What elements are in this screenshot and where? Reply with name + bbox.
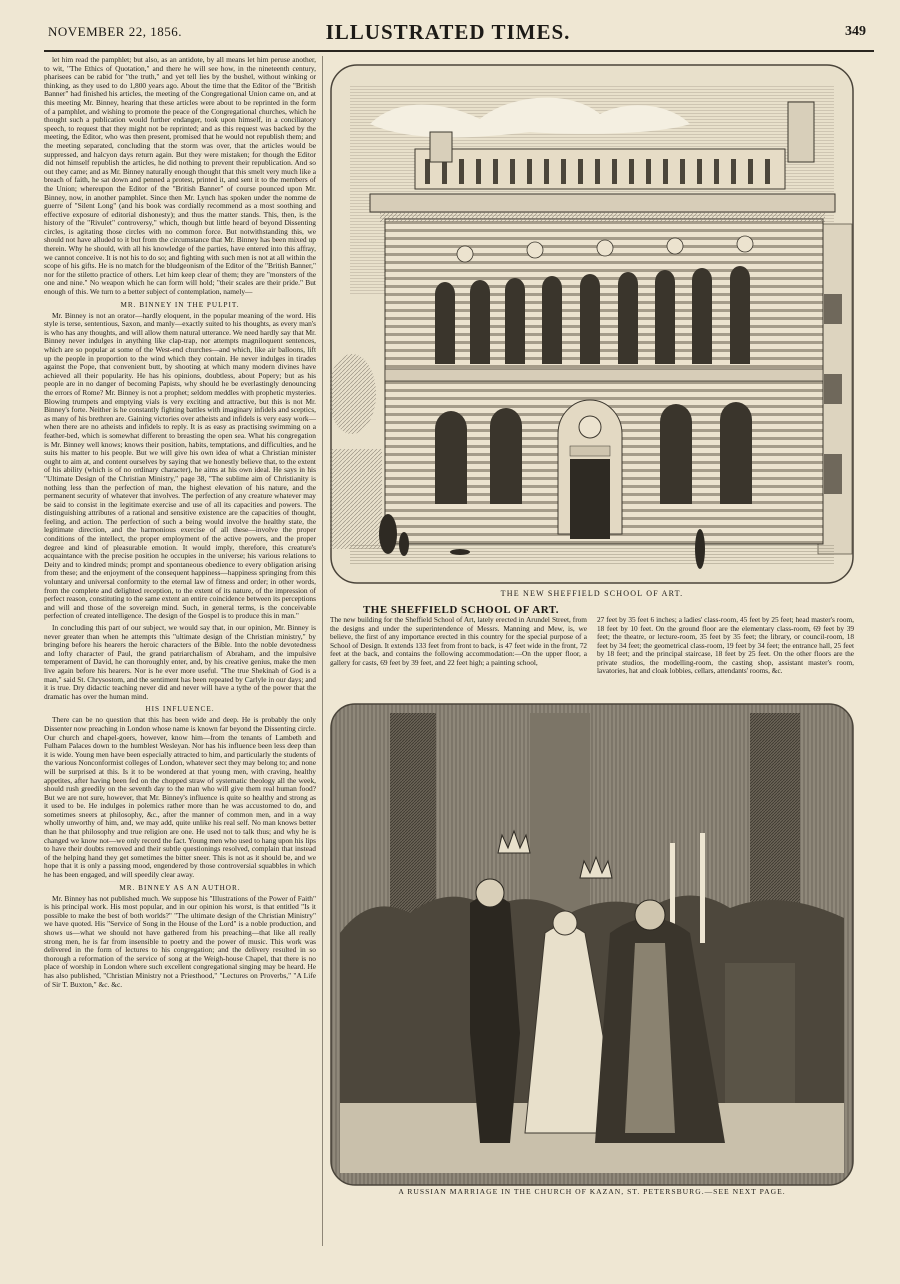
masthead-rule: [44, 50, 874, 52]
newspaper-title: ILLUSTRATED TIMES.: [325, 20, 571, 44]
section-heading-influence: HIS INFLUENCE.: [145, 705, 215, 714]
paragraph: There can be no question that this has been wide and deep. He is probably the only Dissenter now preaching in London whose name is known far beyond the Dissenting circle. Our church and chapel-goers, however, know him—from the tenants of Lambeth and Fulham Palaces down to the humblest Wesleyan. Nor has his influence been less deep than it is wide. Young men have been especially attracted to him, and particularly the students of the various Nonconformist colleges of London, whatever sect they may belong to; and none will be surprised at this. Is it to be wondered at that young men, with craving, healthy appetites, after having been fed on the chopped straw of systematic theology all the week, should rush greedily on the seventh day to the man who will give them real human food? But we are not sure, however, that Mr. Binney's influence is quite so healthy and strong as it used to be. He indulges in polemics rather more than he was accustomed to do, and sometimes sneers at philosophy, &c., after the manner of common men, and in a way wholly unworthy of him, and, we may add, quite unlike his real self. No man knows better than he that philosophy and true religion are one. He used not to talk thus; and why he is changed we know not—we only record the fact. Young men who used to hang upon his lips to have their doubts removed and their subtle questionings resolved, complain that instead of the helping hand they get sometimes the bitter sneer. This is not as it should be, and we hope that it is only a passing mood, engendered by those controversial squabbles in which he has been engaged, and will speedily clear away.: [44, 715, 316, 880]
paragraph: In concluding this part of our subject, we would say that, in our opinion, Mr. Binney is never greater than when he attempts this "ultimate design of the Christian ministry," by bringing before his hearers the heroic characters of the Bible. Into the noble devotedness and lofty character of Paul, the grand patriarchalism of Abraham, and the impulsive temperament of David, he can thoroughly enter, and, by his creative genius, make the men live again before his hearers. Nor is he ever more useful. "The true Shekinah of God is a man," said St. Chrysostom, and the sentiment has been repeated by Carlyle in our days; and it is true. Dry didactic teaching never did and never will have a tythe of the power that the dramatic has over the human mind.: [44, 623, 316, 701]
paragraph: Mr. Binney is not an orator—hardly eloquent, in the popular meaning of the word. His style is terse, sententious, Saxon, and manly—exactly suited to his thoughts, as every man's is who has any thoughts, and will allow them natural utterance. We need hardly say that Mr. Binney never indulges in anything like clap-trap, nor attempts magniloquent sentences, which are so popular at some of the West-end churches—and which, like air balloons, lift up the people in proportion to the wind which they contain. He never indulges in tirades against the Pope, that convenient butt, by shooting at which many modern divines have achieved all their popularity. He has his opinions, doubtless, about Popery; but as his people are in no danger of becoming Papists, why should he be everlastingly denouncing the errors of Rome? Mr. Binney is not a prophet; seldom meddles with prophetic mysteries. Blowing trumpets and emptying vials is very exciting and attractive, but this is not Mr. Binney's forte. Neither is he constantly fighting battles with imaginary infidels and sceptics, as many of his brethren are. Gaining victories over atheists and infidels is very easy work—when there are no atheists and infidels to reply. It is as easy as practising swimming on a feather-bed, which is somewhat different to breasting the open sea. What his congregation is Mr. Binney well knows; knows their position, habits, temptations, and difficulties, and he suits his matter to his people. But we will give his own idea of what a Christian minister ought to aim at, and content ourselves by saying that we honestly believe that, to the extent of his ability (which is of no ordinary character), he aims at his own ideal. He says in his "Ultimate Design of the Christian Ministry," page 38, "The sublime aim of Christianity is nothing less than the perfection of man, the highest elevation of his nature, and the permanent security of whatever that involves. The perfection of any creature whatever may be said to consist in the legitimate exercise and use of all its capacities and powers. The distinguishing attributes of a rational and sensitive existence are the capacities of thought, feeling, and action. The perfection of such a being would involve the healthy state, the legitimate direction, and the harmonious exercise of all these—involve the proper conditions of the intellect, the proper employment of the active powers, and the proper degree and kind of pleasurable emotion. It would imply, therefore, this creature's acquaintance with the precise position he occupies in the universe; his various relations to Deity and to kindred minds; prompt and spontaneous obedience to every obligation arising from these; and the enjoyment of the consequent happiness—happiness springing from this voluntary and universal conformity to the eternal law of fitness and order; in other words, from the complete and delighted reception, to the extent of its nature, of the impression of perfect reason, constituting to the same extent an entire coincidence between its perceptions and will and those of the sovereign mind. Such, in general terms, is the conceivable perfection of created intelligence. The design of the Gospel is to produce this in man.": [44, 310, 316, 621]
column-divider: [322, 56, 323, 1246]
paragraph: Mr. Binney has not published much. We suppose his "Illustrations of the Power of Faith" is his principal work. His most popular, and in our opinion his worst, is that entitled "Is it possible to make the best of both worlds?" "The ultimate design of the Christian Ministry" we have quoted. His "Service of Song in the House of the Lord" is a noble production, and shows us—what we should not have gathered from his preaching—that like all really strong men, he is far from insensible to poetry and the power of music. This work was delivered in the form of lectures to his congregation; and the delivery resulted in so thorough a reformation of the service of song at the Weigh-house Chapel, that there is no place of worship in London where such excellent congregational singing may be heard. He has also published, "Christian Ministry not a Priesthood," "Lectures on Proverbs," "A Life of Sir T. Buxton," &c. &c.: [44, 893, 316, 989]
article-column-1: The new building for the Sheffield School of Art, lately erected in Arundel Street, from the designs and under the superintendence of Messrs. Manning and Mew, is, we believe, the first of any importance erected in this country for the special purpose of a School of Design. It extends 133 feet from front to back, is 47 feet wide in the front, 72 feet at the back, and contains the following accommodation:—On the upper floor, a gallery for casts, 69 feet by 39 feet, and 22 feet high; a painting school,: [330, 616, 587, 667]
caption-russian-marriage: A RUSSIAN MARRIAGE IN THE CHURCH OF KAZAN, ST. PETERSBURG.—SEE NEXT PAGE.: [398, 1187, 786, 1196]
section-heading-author: MR. BINNEY AS AN AUTHOR.: [119, 883, 241, 892]
masthead: [22, 22, 874, 50]
section-heading-pulpit: MR. BINNEY IN THE PULPIT.: [120, 300, 240, 309]
engraving-sheffield-school-of-art: [330, 64, 854, 584]
page-number: 349: [845, 24, 866, 39]
paragraph: let him read the pamphlet; but also, as an antidote, by all means let him peruse another, to wit, "The Ethics of Quotation," and there he will see how, in the nineteenth century, pharisees can be rabid for "the truth," and yet tell lies by the bushel, without winking or thinking, as they used to do 1,800 years ago. About the time that the Editor of the "British Banner" had finished his articles, the meeting of the Congregational Union came on, and at this meeting Mr. Binney, hearing that these articles were about to be reprinted in the form of a pamphlet, and wishing to promote the peace of the Congregational churches, which he thought such a publication would further endanger, took upon himself, in a conciliatory speech, to request that they might not be reprinted; and as this request was backed by the meeting, the Editor, who was then present, promised that he would not republish them; and the meeting separated, concluding that the storm was over, that the articles would be suppressed, and halcyon days return again. But they were mistaken; for though the Editor did not himself republish the articles, he did nothing to prevent their republication. And so out they came; and as Mr. Binney naturally enough thought that this smelt very much like a breach of faith, he sat down and penned a protest, printed it, and sent it to the members of the Union; whereupon the Editor of the "British Banner" of course pounced upon Mr. Binney, now, in another pamphlet. Since then Mr. Lynch has spoken under the nomme de guerre of "Silent Long" (and his book was cordially recommend as a most soothing and effective exposure of editorial dishonesty); and thus the matter stands. This, then, is the history of the "Rivulet" controversy," which, though but little heard of beyond Dissenting circles, is agitating those circles with no common force. But notwithstanding this, we should not have alluded to it but from the circumstance that Mr. Binney has been mixed up therein. Why he should, with all his knowledge of the parties, have entered into this affray, we cannot conceive. It is not his to do so; and fighting with such men is not at all within the scope of his gifts. He is no match for the bludgeonism of the Editor of the "British Banner," nor for the stiletto practice of others. Let him keep clear of them; they are "monsters of the one and nine." No weapon which he can form will hold; "their scales are their pride." But enough of this. We turn to a better subject of contemplation, namely—: [44, 56, 316, 297]
article-title: THE SHEFFIELD SCHOOL OF ART.: [362, 604, 560, 616]
caption-sheffield-engraving: THE NEW SHEFFIELD SCHOOL OF ART.: [500, 589, 684, 598]
engraving-russian-marriage: [330, 703, 854, 1186]
article-body: [330, 616, 854, 698]
left-text-column: [44, 56, 316, 1256]
issue-date: NOVEMBER 22, 1856.: [48, 24, 182, 39]
article-column-2: 27 feet by 35 feet 6 inches; a ladies' class-room, 45 feet by 25 feet; head master's room, 18 feet by 10 feet. On the ground floor are the elementary class-room, 69 feet by 39 feet; the theatre, or lecture-room, 35 feet by 35 feet; the library, or council-room, 18 feet by 34 feet; the geometrical class-room, 19 feet by 34 feet; the entrance hall, 25 feet by 18 feet; and the principal staircase, 18 feet by 25 feet. On the other floors are the private studios, the modelling-room, the casting shop, assistant master's room, lavatories, hat and cloak lobbies, cellars, attendants' rooms, &c.: [597, 616, 854, 675]
